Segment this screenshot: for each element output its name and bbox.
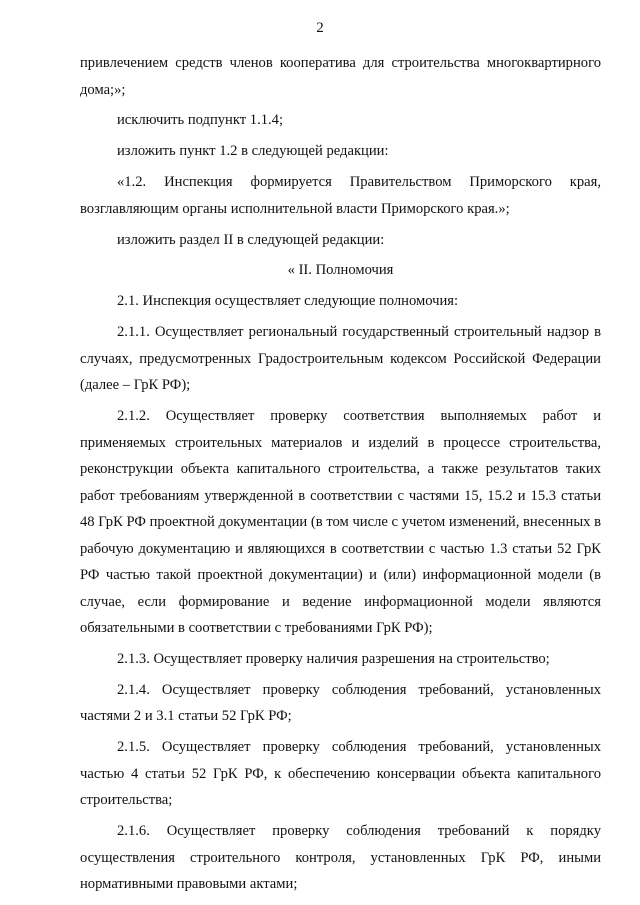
paragraph-2-1-3: 2.1.3. Осуществляет проверку наличия разрешения на строительство; xyxy=(117,651,550,668)
paragraph-2-1-1: 2.1.1. Осуществляет региональный государственный строительный надзор в случаях, предусмотренных Градостроительным кодексом Российской Федерации (далее – ГрК РФ); xyxy=(80,324,601,394)
paragraph-amend-1-2: изложить пункт 1.2 в следующей редакции: xyxy=(117,143,389,160)
paragraph-2-1-2: 2.1.2. Осуществляет проверку соответствия выполняемых работ и применяемых строительных материалов и изделий в процессе строительства, реконструкции объекта капитального строительства, а также результатов таких работ требованиям утвержденной в соответствии с частями 15, 15.2 и 15.3 статьи 48 ГрК РФ проектной документации (в том числе с учетом изменений, внесенных в рабочую документацию и являющихся в соответствии с частью 1.3 статьи 52 ГрК РФ частью такой проектной документации) и (или) информационной модели (в случае, если формирование и ведение информационной модели являются обязательными в соответствии с требованиями ГрК РФ); xyxy=(80,408,601,637)
paragraph-2-1: 2.1. Инспекция осуществляет следующие полномочия: xyxy=(117,293,459,310)
page-number: 2 xyxy=(316,20,324,36)
paragraph-amend-section-2: изложить раздел II в следующей редакции: xyxy=(117,231,385,248)
paragraph-2-1-5: 2.1.5. Осуществляет проверку соблюдения требований, установленных частью 4 статьи 52 ГрК РФ, к обеспечению консервации объекта капитального строительства; xyxy=(80,739,601,809)
paragraph-2-1-4: 2.1.4. Осуществляет проверку соблюдения требований, установленных частями 2 и 3.1 статьи 52 ГрК РФ; xyxy=(80,681,601,725)
document-body xyxy=(80,50,601,902)
paragraph-2-1-6: 2.1.6. Осуществляет проверку соблюдения требований к порядку осуществления строительного контроля, установленных ГрК РФ, иными нормативными правовыми актами; xyxy=(80,823,601,893)
paragraph-continuation: привлечением средств членов кооператива для строительства многоквартирного дома;»; xyxy=(80,55,601,98)
section-heading: « II. Полномочия xyxy=(287,262,394,279)
paragraph-1-2: «1.2. Инспекция формируется Правительством Приморского края, возглавляющим органы исполнительной власти Приморского края.»; xyxy=(80,174,601,217)
paragraph-exclude-1-1-4: исключить подпункт 1.1.4; xyxy=(117,112,284,129)
